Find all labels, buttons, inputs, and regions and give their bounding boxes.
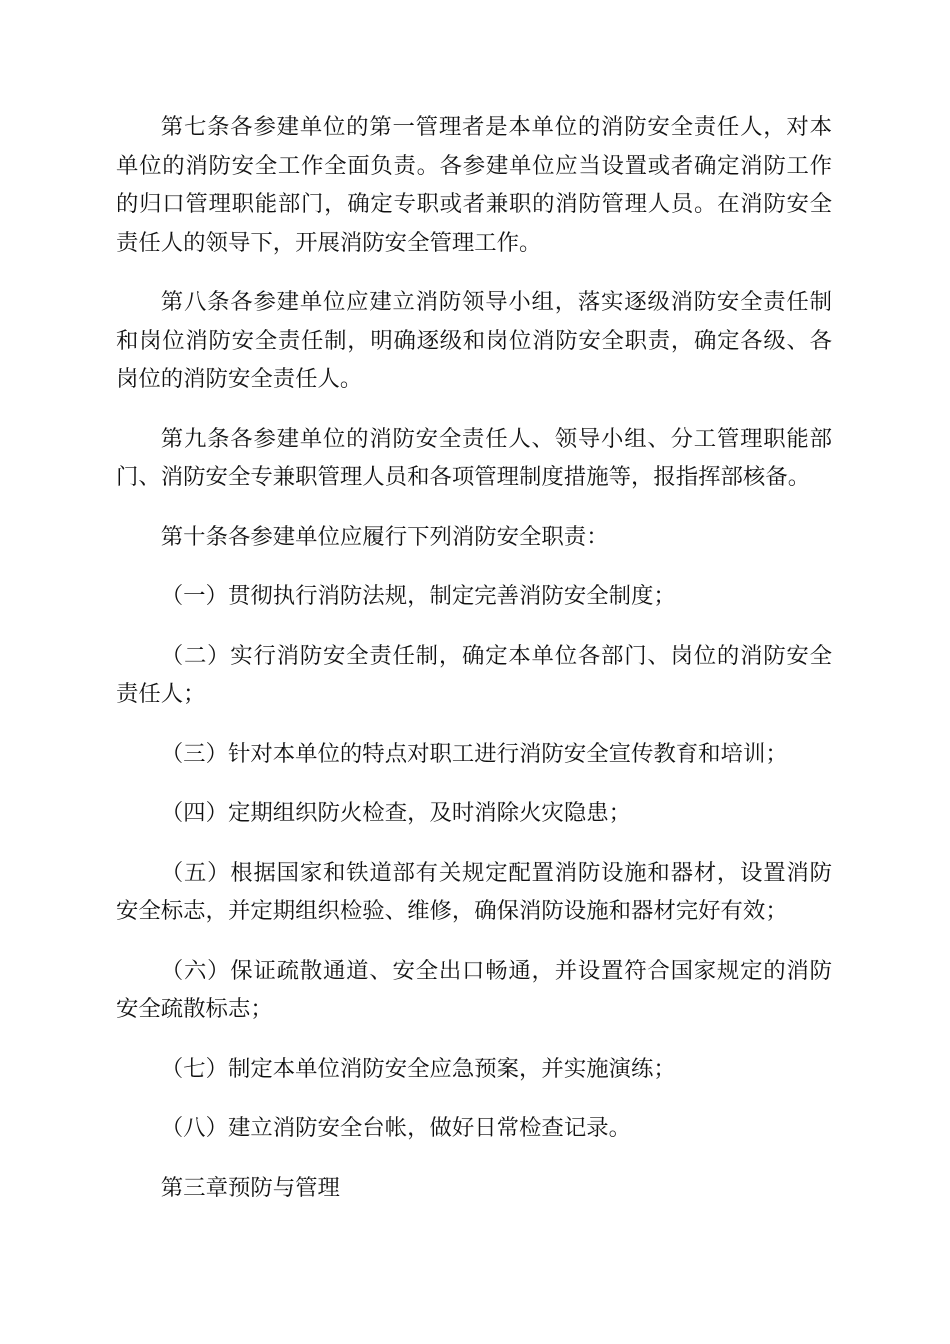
article-7-paragraph: 第七条各参建单位的第一管理者是本单位的消防安全责任人，对本单位的消防安全工作全面负责。各参建单位应当设置或者确定消防工作的归口管理职能部门，确定专职或者兼职的消防管理人员。在消防安全责任人的领导下，开展消防安全管理工作。 — [116, 114, 832, 256]
document-body — [116, 108, 832, 1228]
duty-item-7: （七）制定本单位消防安全应急预案，并实施演练； — [160, 1055, 676, 1082]
duty-item-3: （三）针对本单位的特点对职工进行消防安全宣传教育和培训； — [160, 740, 788, 767]
duty-item-4: （四）定期组织防火检查，及时消除火灾隐患； — [160, 800, 631, 826]
duty-item-6: （六）保证疏散通道、安全出口畅通，并设置符合国家规定的消防安全疏散标志； — [116, 957, 832, 1022]
article-8-paragraph: 第八条各参建单位应建立消防领导小组，落实逐级消防安全责任制和岗位消防安全责任制，明确逐级和岗位消防安全职责，确定各级、各岗位的消防安全责任人。 — [116, 289, 832, 392]
article-9-paragraph: 第九条各参建单位的消防安全责任人、领导小组、分工管理职能部门、消防安全专兼职管理人员和各项管理制度措施等，报指挥部核备。 — [116, 425, 832, 490]
duty-item-8: （八）建立消防安全台帐，做好日常检查记录。 — [160, 1115, 631, 1141]
duty-item-5: （五）根据国家和铁道部有关规定配置消防设施和器材，设置消防安全标志，并定期组织检验、维修，确保消防设施和器材完好有效； — [116, 859, 832, 924]
duty-item-1: （一）贯彻执行消防法规，制定完善消防安全制度； — [160, 583, 676, 609]
chapter-3-heading: 第三章预防与管理 — [160, 1174, 340, 1201]
duty-item-2: （二）实行消防安全责任制，确定本单位各部门、岗位的消防安全责任人； — [116, 642, 832, 707]
article-10-paragraph: 第十条各参建单位应履行下列消防安全职责： — [160, 523, 609, 550]
